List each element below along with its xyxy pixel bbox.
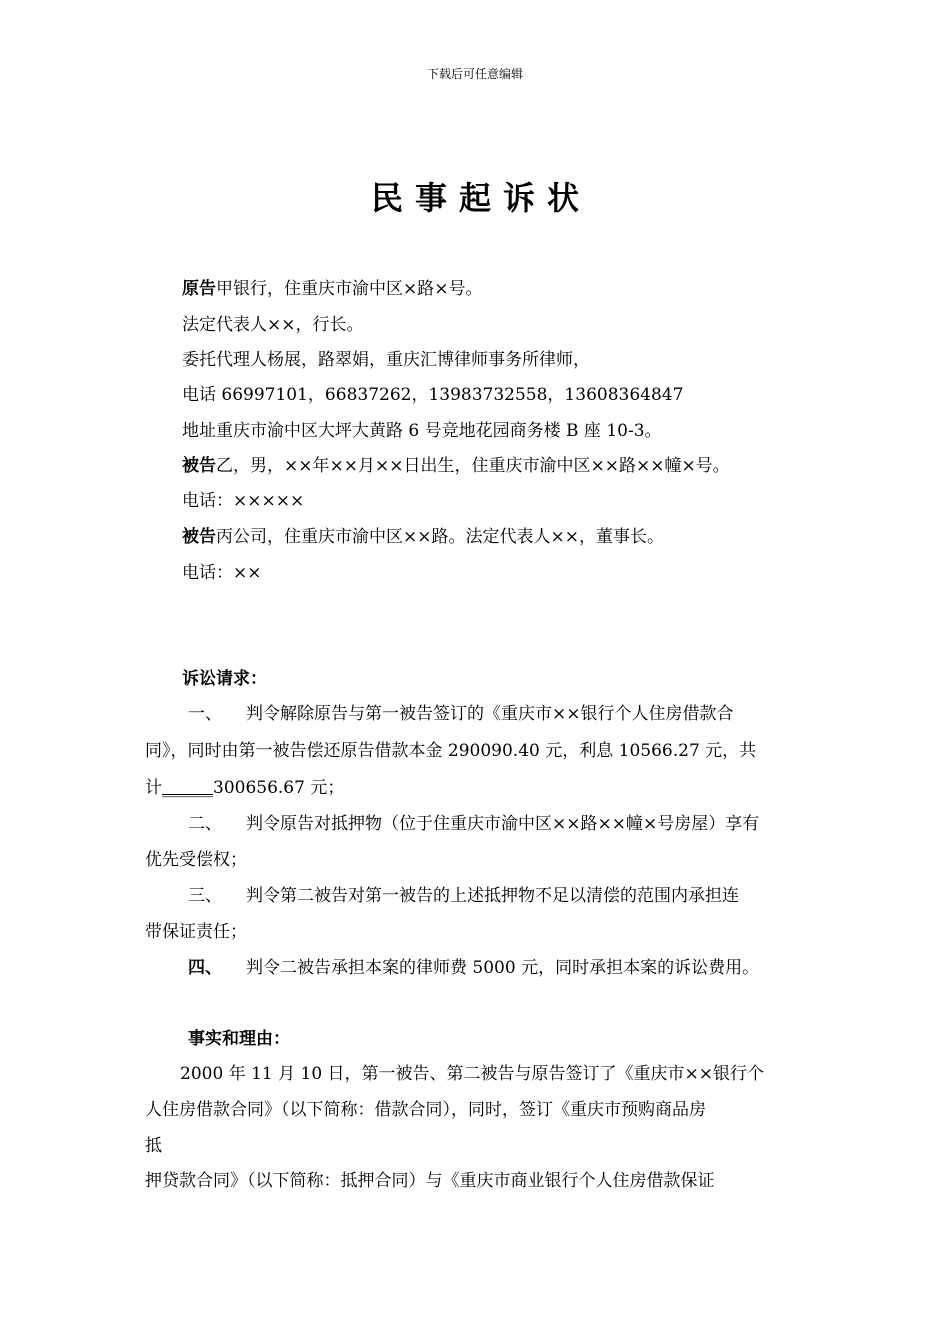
- party-label: 被告: [182, 456, 216, 476]
- party-text: 电话：×××××: [182, 491, 305, 511]
- facts-heading: 事实和理由：: [188, 1029, 290, 1049]
- facts-line: 押贷款合同》（以下简称：抵押合同）与《重庆市商业银行个人住房借款保证: [145, 1171, 715, 1191]
- party-line: [182, 420, 662, 442]
- blank-underline: ______: [162, 778, 213, 798]
- claim-line: 带保证责任；: [145, 922, 247, 942]
- claim-text: 计: [145, 778, 162, 798]
- party-line: [182, 562, 262, 584]
- party-line: [182, 314, 364, 336]
- claim-line: 同》，同时由第一被告偿还原告借款本金 290090.40 元，利息 10566.27 元，共: [145, 741, 757, 761]
- facts-line: 2000 年 11 月 10 日，第一被告、第二被告与原告签订了《重庆市××银行个: [180, 1064, 765, 1084]
- claim-item-3: [188, 885, 739, 907]
- party-line: [182, 490, 304, 512]
- party-text: 电话 66997101，66837262，13983732558，13608364847: [182, 385, 684, 405]
- claim-number: 四、: [188, 958, 222, 978]
- claim-line: 优先受偿权；: [145, 850, 247, 870]
- party-label: 被告: [182, 527, 216, 547]
- claim-number: 三、: [188, 886, 222, 906]
- claim-text: 判令原告对抵押物（位于住重庆市渝中区××路××幢×号房屋）享有: [246, 814, 760, 834]
- party-text: 乙，男，××年××月××日出生，住重庆市渝中区××路××幢×号。: [216, 456, 730, 476]
- party-text: 法定代表人××，行长。: [182, 315, 364, 335]
- claim-text: 判令第二被告对第一被告的上述抵押物不足以清偿的范围内承担连: [246, 886, 739, 906]
- party-label: 原告: [182, 279, 216, 299]
- party-text: 委托代理人杨展，路翠娟，重庆汇博律师事务所律师，: [182, 350, 590, 370]
- party-text: 地址重庆市渝中区大坪大黄路 6 号竞地花园商务楼 B 座 10-3。: [182, 421, 662, 441]
- party-line: [182, 349, 590, 371]
- party-defendant-1: [182, 455, 730, 477]
- document-title: 民事起诉状: [370, 179, 591, 217]
- party-text: 丙公司，住重庆市渝中区××路。法定代表人××，董事长。: [216, 527, 664, 547]
- claim-item-4: [188, 957, 759, 979]
- claims-heading: 诉讼请求：: [182, 669, 267, 689]
- party-defendant-2: [182, 526, 664, 548]
- claim-text: 判令解除原告与第一被告签订的《重庆市××银行个人住房借款合: [246, 704, 734, 724]
- claim-item-1: [188, 703, 734, 725]
- party-text: 电话：××: [182, 563, 262, 583]
- claim-number: 一、: [188, 704, 222, 724]
- party-plaintiff: [182, 278, 483, 300]
- page-header: 下载后可任意编辑: [426, 67, 523, 81]
- party-text: 甲银行，住重庆市渝中区×路×号。: [216, 279, 483, 299]
- claim-item-2: [188, 813, 759, 835]
- claim-number: 二、: [188, 814, 222, 834]
- party-line: [182, 384, 683, 406]
- claim-text: 判令二被告承担本案的律师费 5000 元，同时承担本案的诉讼费用。: [246, 958, 760, 978]
- claim-amount: 300656.67 元；: [213, 778, 345, 798]
- facts-line: 人住房借款合同》（以下简称：借款合同），同时，签订《重庆市预购商品房: [145, 1100, 706, 1120]
- claim-line: [145, 777, 344, 799]
- facts-line: 抵: [145, 1136, 162, 1156]
